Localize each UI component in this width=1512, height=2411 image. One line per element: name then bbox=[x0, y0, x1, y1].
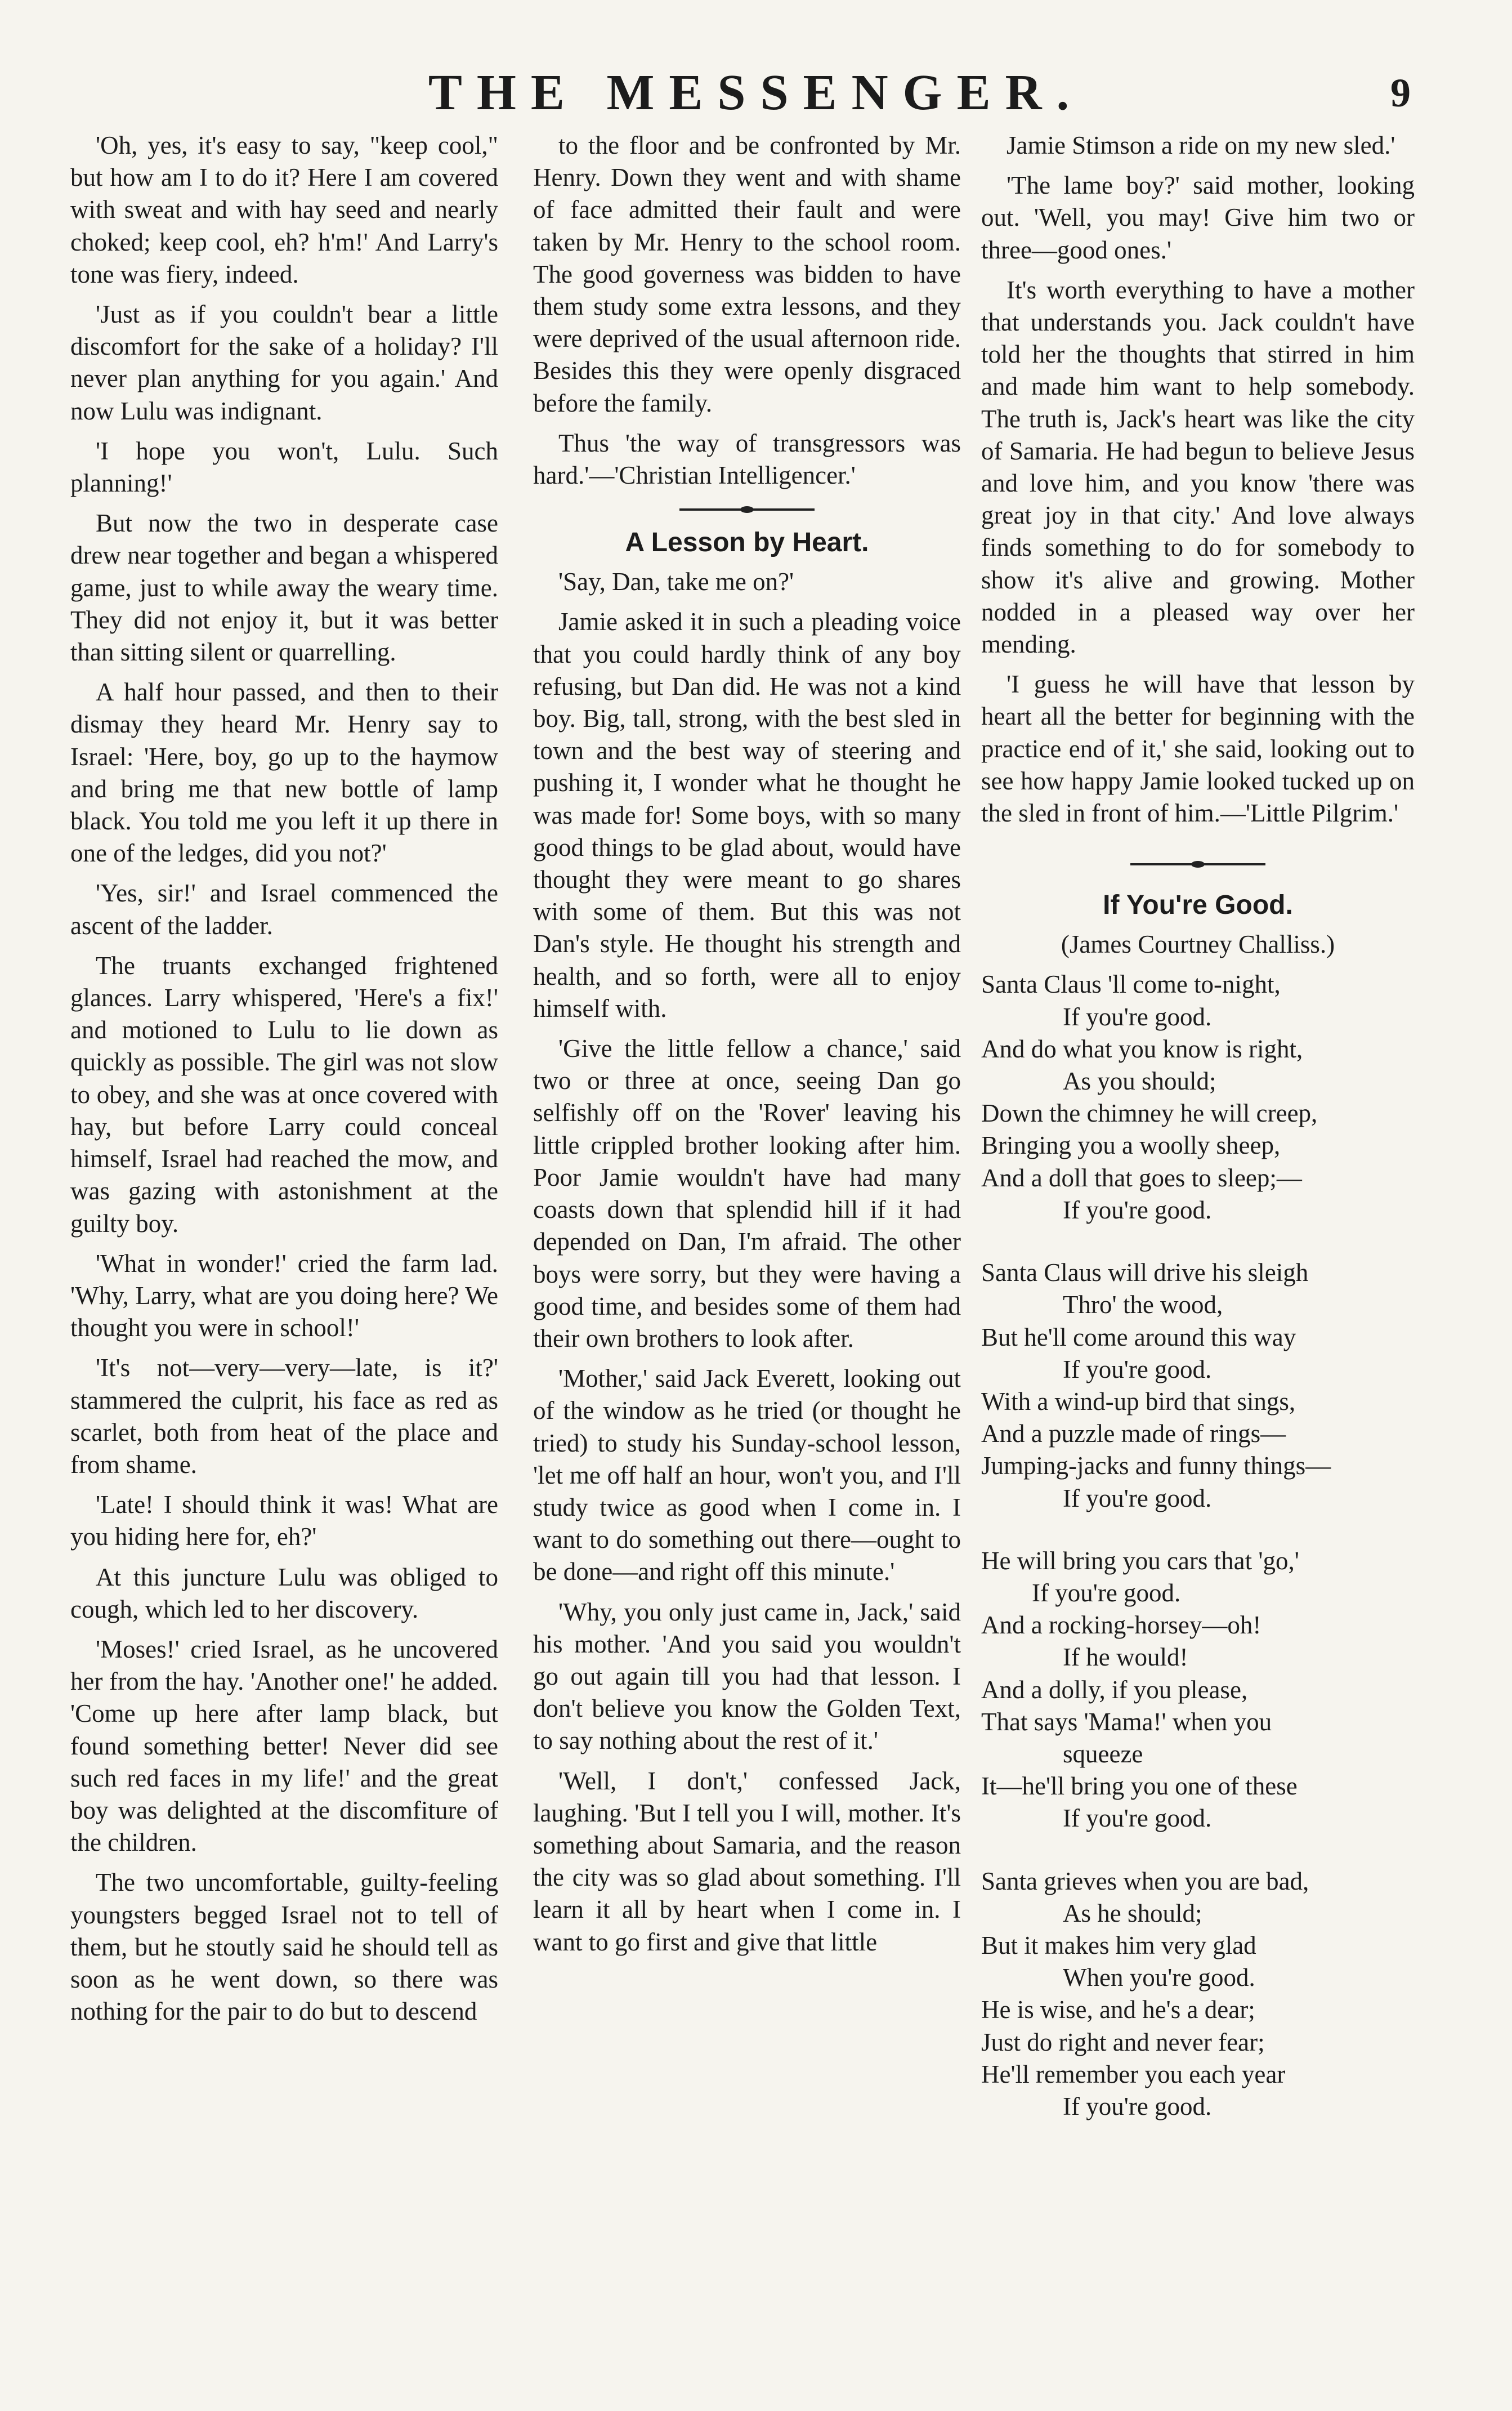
paragraph: Jamie Stimson a ride on my new sled.' bbox=[1006, 131, 1395, 159]
paragraph: 'Why, you only just came in, Jack,' said his mother. 'And you said you wouldn't go out again till you had that lesson. I don't believe you know the Golden Text, to say nothing about the rest of it.' bbox=[533, 1597, 961, 1755]
story-body bbox=[533, 566, 961, 1958]
poem-line: And do what you know is right, bbox=[981, 1034, 1303, 1063]
poem-line: When you're good. bbox=[1063, 1963, 1255, 1992]
paragraph: 'Just as if you couldn't bear a little discomfort for the sake of a holiday? I'll never plan anything for you again.' And now Lulu was indignant. bbox=[70, 300, 498, 425]
paragraph: 'Late! I should think it was! What are you hiding here for, eh?' bbox=[70, 1490, 498, 1551]
paragraph: 'Yes, sir!' and Israel commenced the ascent of the ladder. bbox=[70, 879, 498, 940]
paragraph: 'What in wonder!' cried the farm lad. 'Why, Larry, what are you doing here? We thought you were in school!' bbox=[70, 1249, 498, 1342]
page-number: 9 bbox=[1390, 70, 1411, 115]
masthead: THE MESSENGER. bbox=[428, 65, 1084, 120]
poem-line: He will bring you cars that 'go,' bbox=[981, 1546, 1299, 1575]
poem-line: squeeze bbox=[1063, 1739, 1143, 1768]
poem-line: If you're good. bbox=[1063, 1484, 1212, 1512]
poem-line: And a puzzle made of rings— bbox=[981, 1419, 1286, 1448]
poem-line: Santa Claus will drive his sleigh bbox=[981, 1258, 1309, 1287]
paragraph: 'The lame boy?' said mother, looking out. 'Well, you may! Give him two or three—good ones.' bbox=[981, 171, 1415, 264]
poem-line: But it makes him very glad bbox=[981, 1931, 1256, 1959]
section-divider bbox=[679, 508, 815, 511]
paragraph: Thus 'the way of transgressors was hard.'—'Christian Intelligencer.' bbox=[533, 428, 961, 490]
poem-line: Santa Claus 'll come to-night, bbox=[981, 970, 1281, 999]
poem-line: If you're good. bbox=[1032, 1578, 1181, 1607]
poem-title: If You're Good. bbox=[1103, 890, 1293, 921]
poem-line: But he'll come around this way bbox=[981, 1323, 1296, 1351]
page-header bbox=[0, 59, 1512, 127]
paragraph: 'Give the little fellow a chance,' said two or three at once, seeing Dan go selfishly off on the 'Rover' leaving his little crippled brother looking after him. Poor Jamie wouldn't have had many coasts down that splendid hill if it had depended on Dan, I'm afraid. The other boys were sorry, but they were having a good time, and besides some of them had their own brothers to look after. bbox=[533, 1034, 961, 1352]
poem-line: And a doll that goes to sleep;— bbox=[981, 1163, 1302, 1192]
paragraph: 'Moses!' cried Israel, as he uncovered her from the hay. 'Another one!' he added. 'Come up here after lamp black, but found something better! Never did see such red faces in my life!' and the great boy was delighted at the discomfiture of the children. bbox=[70, 1635, 498, 1857]
poem-line: If you're good. bbox=[1063, 1355, 1212, 1383]
poem-line: And a dolly, if you please, bbox=[981, 1675, 1248, 1704]
paragraph: It's worth everything to have a mother that understands you. Jack couldn't have told her the thoughts that stirred in him and made him want to help somebody. The truth is, Jack's heart was like the city of Samaria. He had begun to believe Jesus and love him, and you know 'there was great joy in that city.' And love always finds something to do for somebody to show it's alive and growing. Mother nodded in a pleased way over her mending. bbox=[981, 275, 1415, 659]
section-divider bbox=[1130, 863, 1265, 865]
poem-stanza bbox=[981, 1545, 1415, 1835]
poem-line: He is wise, and he's a dear; bbox=[981, 1995, 1255, 2024]
poem-stanza bbox=[981, 1865, 1415, 2123]
poem-line: Down the chimney he will creep, bbox=[981, 1099, 1318, 1128]
poem-stanza bbox=[981, 968, 1415, 1226]
column-3 bbox=[981, 130, 1415, 2153]
poem-stanza bbox=[981, 1257, 1415, 1515]
paragraph: 'Well, I don't,' confessed Jack, laughing. 'But I tell you I will, mother. It's something about Samaria, and the reason the city was so glad about something. I'll learn it all by heart when I come in. I want to go first and give that little bbox=[533, 1766, 961, 1956]
column-2 bbox=[533, 130, 961, 1958]
paragraph: to the floor and be confronted by Mr. Henry. Down they went and with shame of face admitted their fault and were taken by Mr. Henry to the school room. The good governess was bidden to have them study some extra lessons, and they were deprived of the usual afternoon ride. Besides this they were openly disgraced before the family. bbox=[533, 131, 961, 417]
poem-line: Thro' the wood, bbox=[1063, 1291, 1223, 1319]
paragraph: The truants exchanged frightened glances. Larry whispered, 'Here's a fix!' and motioned to Lulu to lie down as quickly as possible. The girl was not slow to obey, and she was at once covered with hay, but before Larry could conceal himself, Israel had reached the mow, and was gazing with astonishment at the guilty boy. bbox=[70, 951, 498, 1238]
poem-line: It—he'll bring you one of these bbox=[981, 1772, 1298, 1801]
poem-line: If you're good. bbox=[1063, 2092, 1212, 2120]
paragraph: 'It's not—very—very—late, is it?' stammered the culprit, his face as red as scarlet, both from heat of the place and from shame. bbox=[70, 1354, 498, 1479]
paragraph: 'Oh, yes, it's easy to say, "keep cool," but how am I to do it? Here I am covered with sweat and with hay seed and nearly choked; keep cool, eh? h'm!' And Larry's tone was fiery, indeed. bbox=[70, 131, 498, 288]
paragraph: 'Mother,' said Jack Everett, looking out of the window as he tried (or thought he tried) to study his Sunday-school lesson, 'let me off half an hour, won't you, and I'll study twice as good when I come in. I want to do something out there—ought to be done—and right off this minute.' bbox=[533, 1364, 961, 1586]
poem-line: As you should; bbox=[1063, 1067, 1216, 1096]
poem-line: If you're good. bbox=[1063, 1195, 1212, 1224]
poem-body bbox=[981, 968, 1415, 2123]
poem-line: With a wind-up bird that sings, bbox=[981, 1387, 1296, 1416]
poem-line: If you're good. bbox=[1063, 1002, 1212, 1031]
poem-line: He'll remember you each year bbox=[981, 2060, 1286, 2088]
paragraph: But now the two in desperate case drew near together and began a whispered game, just to while away the weary time. They did not enjoy it, but it was better than sitting silent or quarrelling. bbox=[70, 509, 498, 667]
poem-line: As he should; bbox=[1063, 1899, 1202, 1927]
paragraph: 'I guess he will have that lesson by heart all the better for beginning with the practice end of it,' she said, looking out to see how happy Jamie looked tucked up on the sled in front of him.—'Little Pilgrim.' bbox=[981, 670, 1415, 828]
paragraph: The two uncomfortable, guilty-feeling youngsters begged Israel not to tell of them, but he stoutly said he should tell as soon as he went down, so there was nothing for the pair to do but to descend bbox=[70, 1868, 498, 2026]
poem-line: If he would! bbox=[1063, 1643, 1188, 1672]
column-1 bbox=[70, 130, 498, 2028]
poem-line: That says 'Mama!' when you bbox=[981, 1707, 1272, 1736]
poem-line: If you're good. bbox=[1063, 1804, 1212, 1833]
paragraph: Jamie asked it in such a pleading voice that you could hardly think of any boy refusing, but Dan did. He was not a kind boy. Big, tall, strong, with the best sled in town and the best way of steering and pushing it, I wonder what he thought he was made for! Some boys, with so many good things to be glad about, would have thought they were meant to go shares with some of them. But this was not Dan's style. He thought his strength and health, and so forth, were all to enjoy himself with. bbox=[533, 608, 961, 1023]
paragraph: 'Say, Dan, take me on?' bbox=[558, 568, 794, 596]
story-continuation bbox=[981, 130, 1415, 829]
poem-author: (James Courtney Challiss.) bbox=[1061, 930, 1335, 959]
paragraph: A half hour passed, and then to their dismay they heard Mr. Henry say to Israel: 'Here, boy, go up to the haymow and bring me that new bottle of lamp black. You told me you left it up there in one of the ledges, did you not?' bbox=[70, 678, 498, 868]
poem-line: Just do right and never fear; bbox=[981, 2028, 1265, 2056]
poem-line: Santa grieves when you are bad, bbox=[981, 1867, 1309, 1895]
poem-line: Bringing you a woolly sheep, bbox=[981, 1131, 1281, 1160]
paragraph: At this juncture Lulu was obliged to cough, which led to her discovery. bbox=[70, 1562, 498, 1623]
paragraph: 'I hope you won't, Lulu. Such planning!' bbox=[70, 436, 498, 498]
story-title: A Lesson by Heart. bbox=[625, 528, 869, 558]
story-conclusion bbox=[533, 130, 961, 492]
poem-line: Jumping-jacks and funny things— bbox=[981, 1452, 1331, 1480]
poem-line: And a rocking-horsey—oh! bbox=[981, 1611, 1262, 1640]
